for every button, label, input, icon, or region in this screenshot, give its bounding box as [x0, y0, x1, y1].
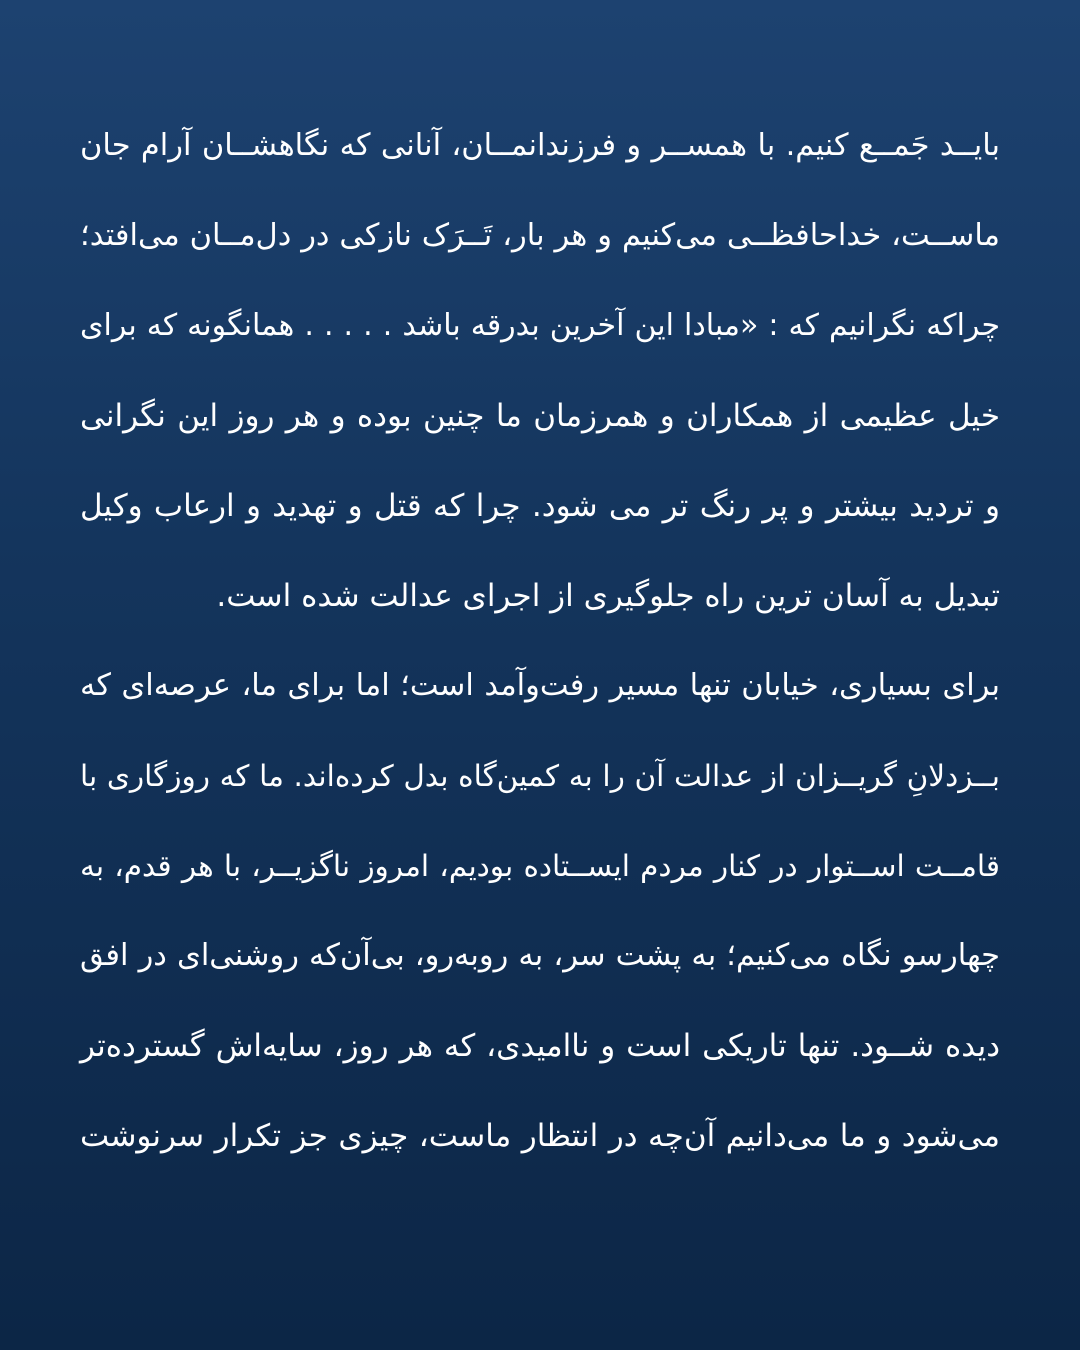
- text-line: ماســت، خداحافظــی می‌کنیم و هر بار، تَــرَک نازکی در دل‌مــان می‌افتد؛: [80, 218, 1000, 253]
- text-line: تبدیل به آسان ترین راه جلوگیری از اجرای عدالت شده است.: [216, 578, 1000, 614]
- text-line: خیل عظیمی از همکاران و همرزمان ما چنین بوده و هر روز این نگرانی: [80, 398, 1000, 434]
- body-text: [80, 118, 1000, 1198]
- text-line: دیده شــود. تنها تاریکی است و ناامیدی، که هر روز، سایه‌اش گسترده‌تر: [80, 1028, 1000, 1064]
- text-line: چراکه نگرانیم که : «مبادا این آخرین بدرقه باشد . . . . . همانگونه که برای: [80, 308, 1000, 343]
- text-line: بایــد جَمــع کنیم. با همســر و فرزندانمــان، آنانی که نگاهشــان آرام جان: [80, 128, 1000, 163]
- paragraph-2: [80, 658, 1000, 1198]
- text-line: چهارسو نگاه می‌کنیم؛ به پشت سر، به روبه‌رو، بی‌آن‌که روشنی‌ای در افق: [80, 938, 1000, 973]
- text-line: قامــت اســتوار در کنار مردم ایســتاده بودیم، امروز ناگزیــر، با هر قدم، به: [80, 849, 1000, 883]
- text-line: برای بسیاری، خیابان تنها مسیر رفت‌وآمد است؛ اما برای ما، عرصه‌ای که: [80, 668, 1000, 703]
- paragraph-1: [80, 118, 1000, 658]
- text-line: و تردید بیشتر و پر رنگ تر می شود. چرا که قتل و تهدید و ارعاب وکیل: [80, 488, 1000, 524]
- text-line: بــزدلانِ گریــزان از عدالت آن را به کمین‌گاه بدل کرده‌اند. ما که روزگاری با: [80, 759, 1000, 793]
- text-line: می‌شود و ما می‌دانیم آن‌چه در انتظار ماست، چیزی جز تکرار سرنوشت: [80, 1118, 1000, 1154]
